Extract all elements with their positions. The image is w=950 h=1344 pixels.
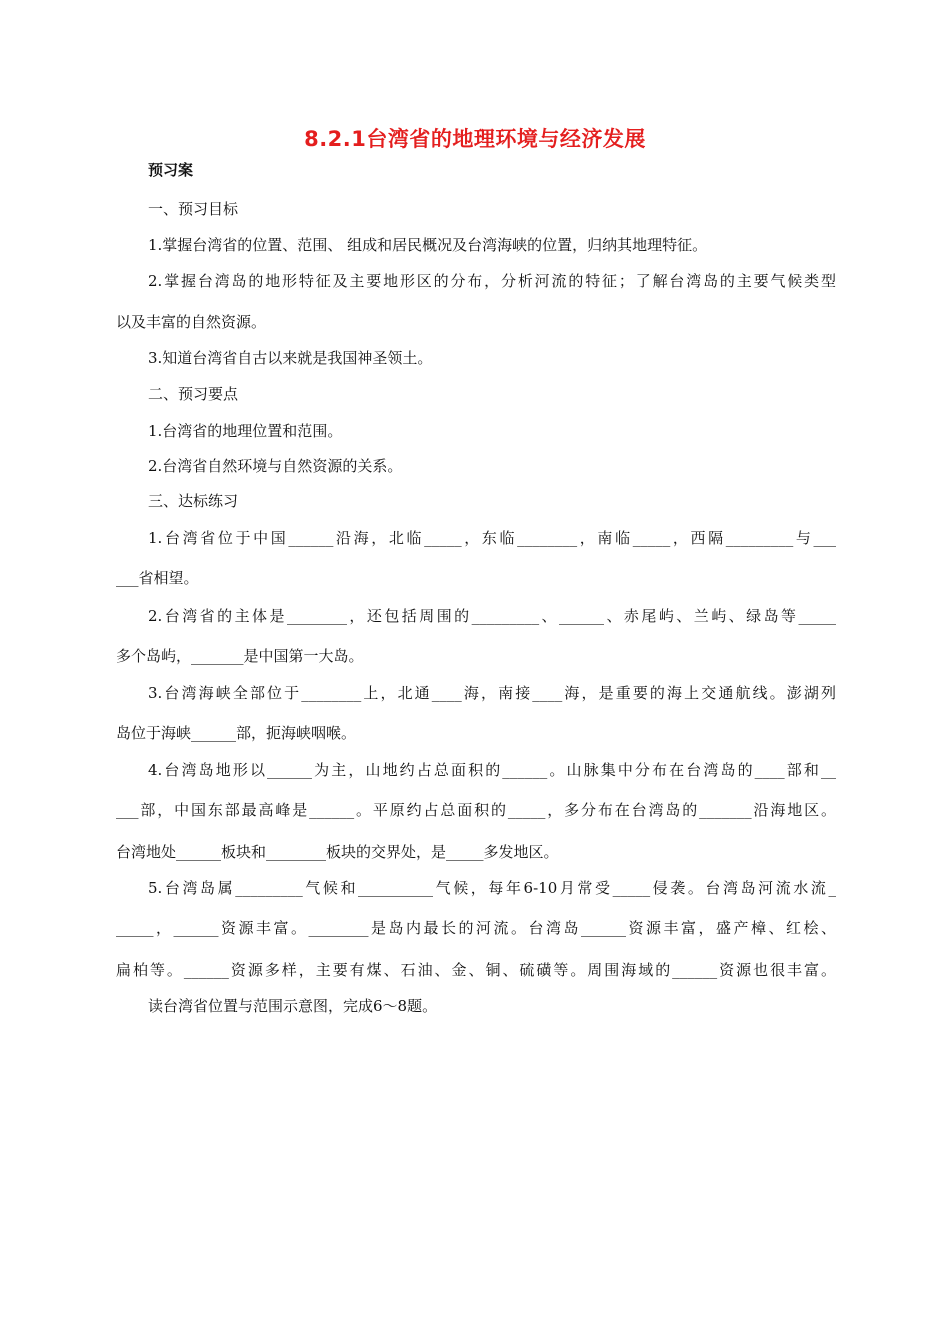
heading-exercises: 三、达标练习 (148, 492, 239, 510)
question-4-line-1: 4.台湾岛地形以______为主，山地约占总面积的______。山脉集中分布在台湾岛的____部和__ (148, 761, 836, 779)
heading-preview-goals: 一、预习目标 (148, 200, 239, 218)
reading-instruction: 读台湾省位置与范围示意图，完成6～8题。 (148, 997, 438, 1015)
section-heading: 预习案 (148, 161, 194, 179)
goal-2-line-1: 2.掌握台湾岛的地形特征及主要地形区的分布，分析河流的特征；了解台湾岛的主要气候类型 (148, 272, 836, 290)
heading-preview-points: 二、预习要点 (148, 385, 239, 403)
goal-1: 1.掌握台湾省的位置、范围、 组成和居民概况及台湾海峡的位置，归纳其地理特征。 (148, 236, 708, 254)
question-5-line-2: _____，______资源丰富。________是岛内最长的河流。台湾岛______资源丰富，盛产樟、红桧、 (116, 919, 836, 937)
question-4-line-2: ___部，中国东部最高峰是______。平原约占总面积的_____，多分布在台湾岛的_______沿海地区。 (116, 801, 836, 819)
question-5-line-1: 5.台湾岛属_________气候和__________气候，每年6-10月常受_____侵袭。台湾岛河流水流_ (148, 879, 836, 897)
question-1-line-1: 1.台湾省位于中国______沿海，北临_____，东临________，南临_____，西隔_________与___ (148, 529, 836, 547)
question-3-line-1: 3.台湾海峡全部位于________上，北通____海，南接____海，是重要的海上交通航线。澎湖列 (148, 684, 836, 702)
document-title: 8.2.1台湾省的地理环境与经济发展 (304, 127, 646, 151)
question-5-line-3: 扁柏等。______资源多样，主要有煤、石油、金、铜、硫磺等。周围海域的______资源也很丰富。 (116, 961, 836, 979)
goal-3: 3.知道台湾省自古以来就是我国神圣领土。 (148, 349, 433, 367)
point-1: 1.台湾省的地理位置和范围。 (148, 422, 343, 440)
question-2-line-1: 2.台湾省的主体是________，还包括周围的_________、______、赤尾屿、兰屿、绿岛等_____ (148, 607, 836, 625)
question-2-line-2: 多个岛屿，_______是中国第一大岛。 (116, 647, 364, 665)
goal-2-line-2: 以及丰富的自然资源。 (116, 313, 267, 331)
question-4-line-3: 台湾地处______板块和________板块的交界处，是_____多发地区。 (116, 843, 559, 861)
question-1-line-2: ___省相望。 (116, 569, 199, 587)
point-2: 2.台湾省自然环境与自然资源的关系。 (148, 457, 403, 475)
question-3-line-2: 岛位于海峡______部，扼海峡咽喉。 (116, 724, 357, 742)
